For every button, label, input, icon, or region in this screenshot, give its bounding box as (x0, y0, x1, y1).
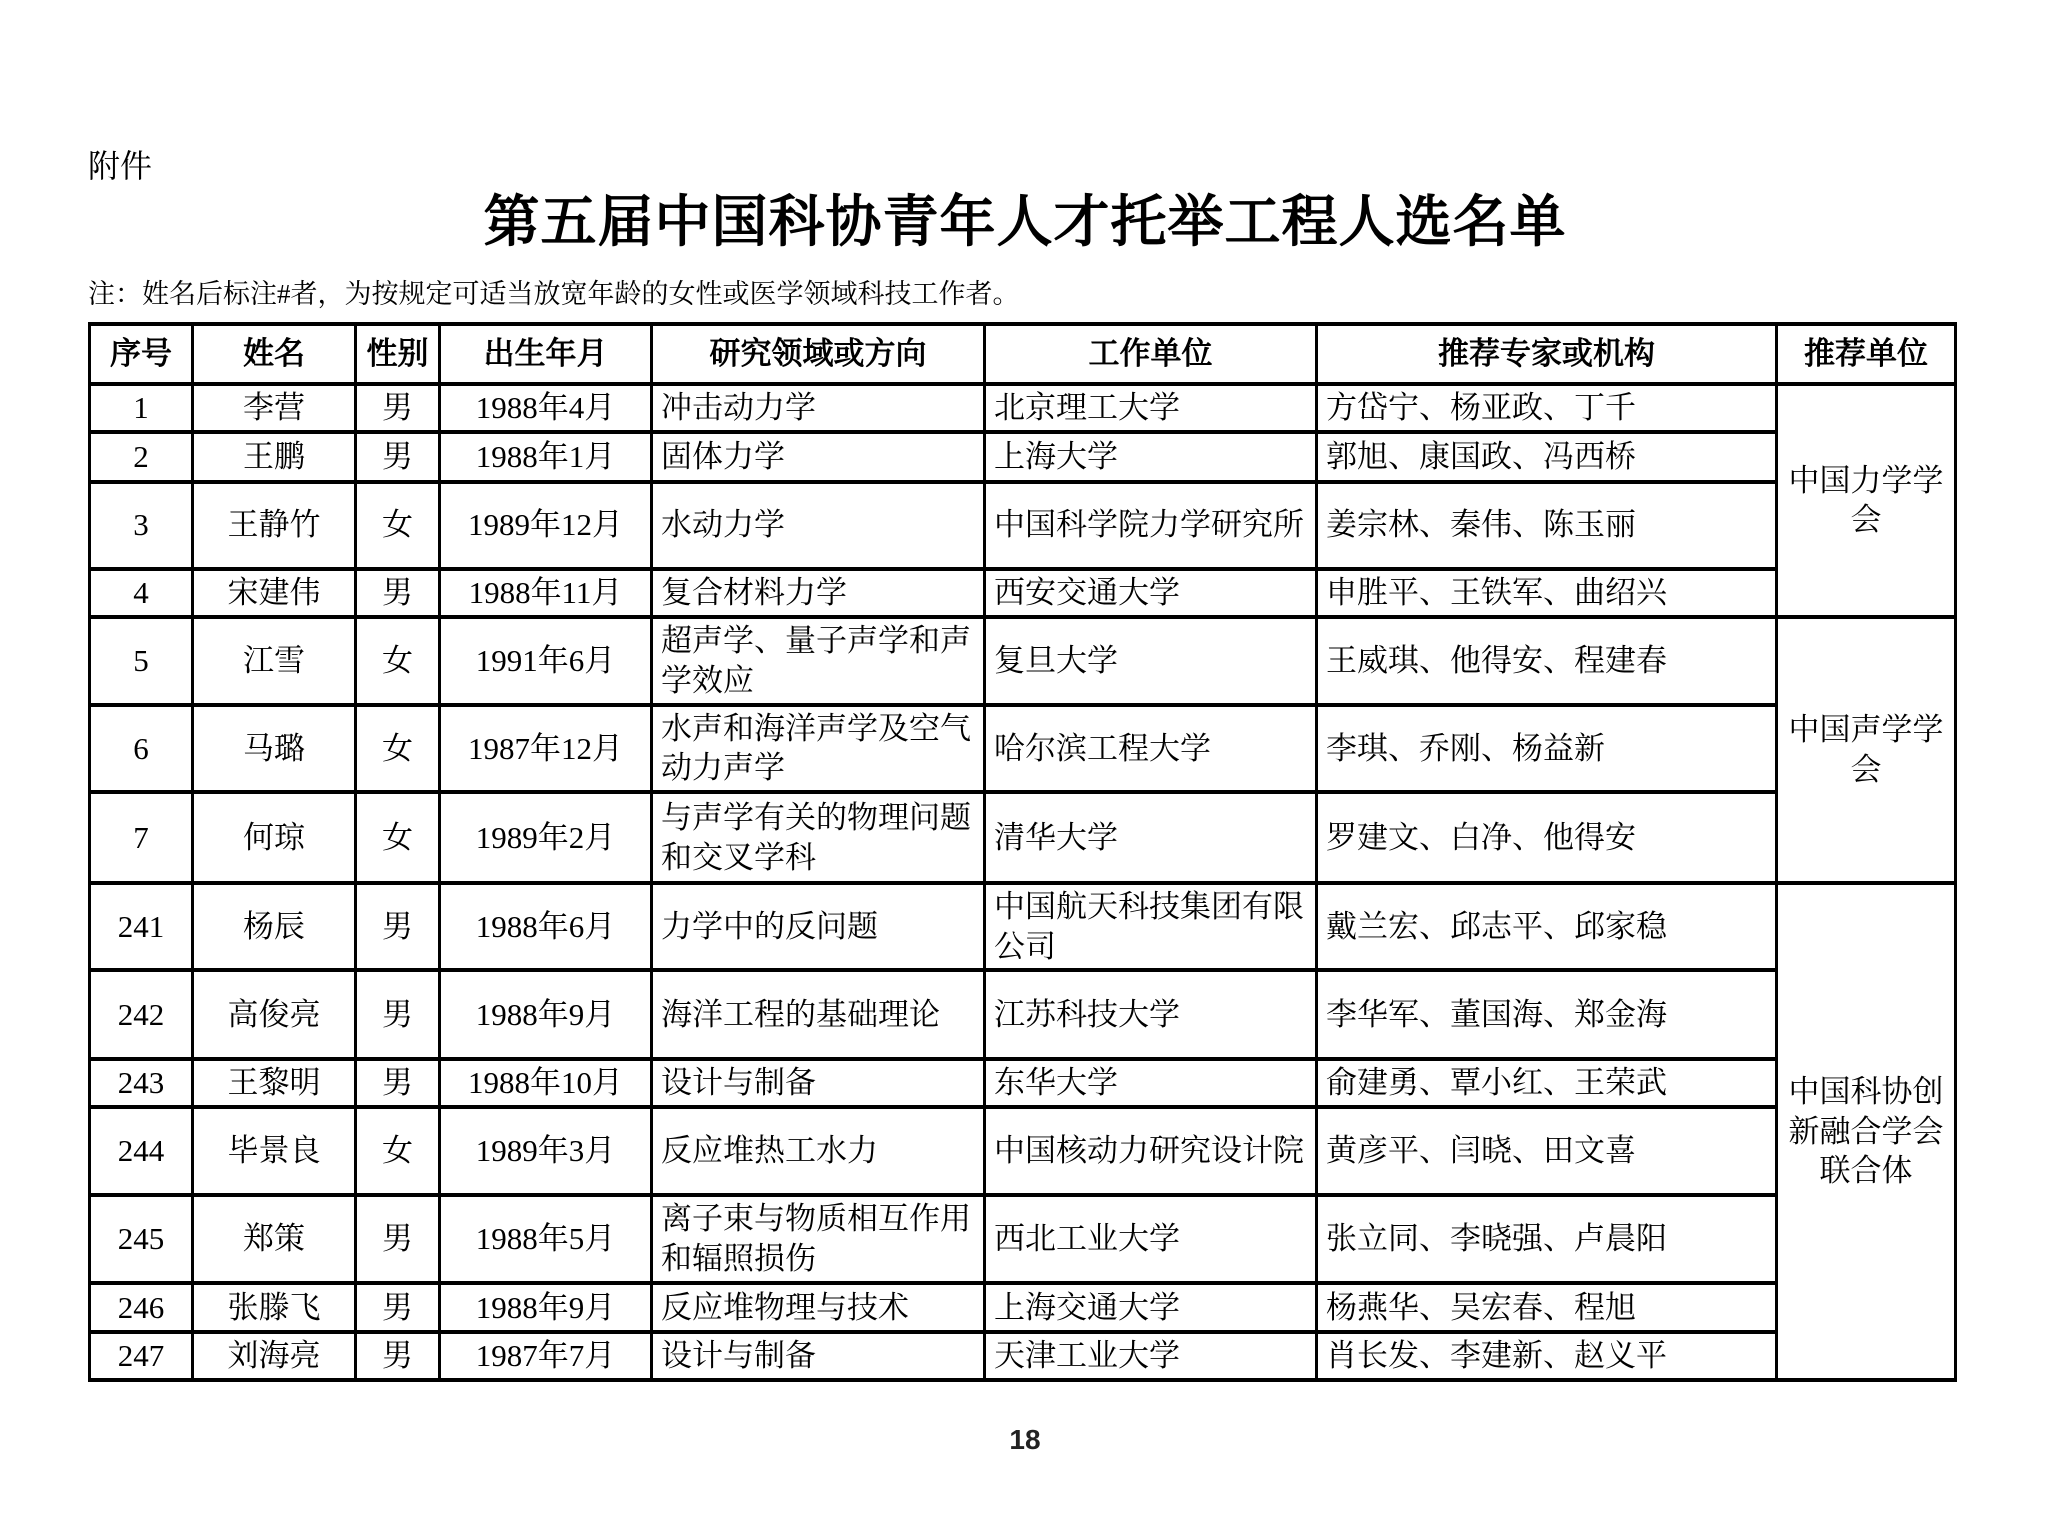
cell-no: 4 (90, 569, 193, 617)
cell-name: 杨辰 (193, 883, 356, 970)
cell-gender: 男 (356, 1059, 440, 1107)
cell-unit: 复旦大学 (985, 617, 1317, 705)
cell-name: 何琼 (193, 792, 356, 883)
cell-no: 243 (90, 1059, 193, 1107)
cell-gender: 女 (356, 792, 440, 883)
cell-field: 反应堆物理与技术 (652, 1283, 985, 1332)
cell-name: 高俊亮 (193, 970, 356, 1059)
cell-name: 刘海亮 (193, 1332, 356, 1380)
cell-gender: 女 (356, 705, 440, 792)
cell-experts: 戴兰宏、邱志平、邱家稳 (1317, 883, 1777, 970)
cell-field: 与声学有关的物理问题和交叉学科 (652, 792, 985, 883)
cell-no: 241 (90, 883, 193, 970)
cell-experts: 方岱宁、杨亚政、丁千 (1317, 384, 1777, 432)
cell-experts: 王威琪、他得安、程建春 (1317, 617, 1777, 705)
cell-no: 242 (90, 970, 193, 1059)
cell-name: 李营 (193, 384, 356, 432)
cell-birth: 1989年12月 (440, 482, 652, 569)
cell-gender: 男 (356, 569, 440, 617)
cell-birth: 1988年10月 (440, 1059, 652, 1107)
cell-unit: 东华大学 (985, 1059, 1317, 1107)
cell-no: 3 (90, 482, 193, 569)
cell-field: 设计与制备 (652, 1332, 985, 1380)
cell-gender: 男 (356, 970, 440, 1059)
cell-birth: 1988年5月 (440, 1195, 652, 1283)
attachment-label: 附件 (88, 148, 153, 184)
table-row (90, 617, 1956, 705)
cell-gender: 女 (356, 617, 440, 705)
cell-name: 宋建伟 (193, 569, 356, 617)
cell-experts: 肖长发、李建新、赵义平 (1317, 1332, 1777, 1380)
column-header-birth: 出生年月 (440, 324, 652, 384)
column-header-field: 研究领域或方向 (652, 324, 985, 384)
cell-no: 247 (90, 1332, 193, 1380)
cell-birth: 1988年6月 (440, 883, 652, 970)
cell-no: 1 (90, 384, 193, 432)
cell-name: 张滕飞 (193, 1283, 356, 1332)
cell-experts: 李华军、董国海、郑金海 (1317, 970, 1777, 1059)
cell-name: 马璐 (193, 705, 356, 792)
cell-name: 王黎明 (193, 1059, 356, 1107)
cell-name: 王静竹 (193, 482, 356, 569)
table-row (90, 705, 1956, 792)
column-header-experts: 推荐专家或机构 (1317, 324, 1777, 384)
cell-gender: 女 (356, 1107, 440, 1195)
cell-experts: 郭旭、康国政、冯西桥 (1317, 432, 1777, 482)
cell-no: 5 (90, 617, 193, 705)
cell-unit: 北京理工大学 (985, 384, 1317, 432)
cell-name: 毕景良 (193, 1107, 356, 1195)
cell-no: 246 (90, 1283, 193, 1332)
cell-field: 冲击动力学 (652, 384, 985, 432)
cell-no: 6 (90, 705, 193, 792)
note-text: 注：姓名后标注#者，为按规定可适当放宽年龄的女性或医学领域科技工作者。 (88, 279, 1020, 309)
cell-gender: 男 (356, 432, 440, 482)
cell-gender: 男 (356, 883, 440, 970)
cell-birth: 1987年7月 (440, 1332, 652, 1380)
cell-birth: 1991年6月 (440, 617, 652, 705)
cell-birth: 1989年3月 (440, 1107, 652, 1195)
cell-birth: 1988年11月 (440, 569, 652, 617)
column-header-unit: 工作单位 (985, 324, 1317, 384)
cell-unit: 江苏科技大学 (985, 970, 1317, 1059)
cell-gender: 男 (356, 384, 440, 432)
page-number: 18 (1009, 1423, 1041, 1455)
cell-gender: 男 (356, 1283, 440, 1332)
column-header-recommending-unit: 推荐单位 (1777, 324, 1956, 384)
column-header-name: 姓名 (193, 324, 356, 384)
cell-unit: 西北工业大学 (985, 1195, 1317, 1283)
cell-gender: 男 (356, 1195, 440, 1283)
cell-recommending-unit: 中国声学学会 (1777, 617, 1956, 883)
table-row (90, 482, 1956, 569)
cell-unit: 哈尔滨工程大学 (985, 705, 1317, 792)
document-title: 第五届中国科协青年人才托举工程人选名单 (483, 192, 1567, 254)
cell-no: 245 (90, 1195, 193, 1283)
cell-unit: 中国航天科技集团有限公司 (985, 883, 1317, 970)
table-row (90, 970, 1956, 1059)
cell-birth: 1988年4月 (440, 384, 652, 432)
cell-name: 江雪 (193, 617, 356, 705)
table-row (90, 1059, 1956, 1107)
cell-field: 反应堆热工水力 (652, 1107, 985, 1195)
cell-gender: 男 (356, 1332, 440, 1380)
cell-gender: 女 (356, 482, 440, 569)
cell-field: 离子束与物质相互作用和辐照损伤 (652, 1195, 985, 1283)
cell-birth: 1988年1月 (440, 432, 652, 482)
cell-experts: 黄彦平、闫晓、田文喜 (1317, 1107, 1777, 1195)
cell-no: 2 (90, 432, 193, 482)
cell-unit: 西安交通大学 (985, 569, 1317, 617)
cell-unit: 上海大学 (985, 432, 1317, 482)
cell-experts: 李琪、乔刚、杨益新 (1317, 705, 1777, 792)
cell-birth: 1988年9月 (440, 1283, 652, 1332)
table-row (90, 792, 1956, 883)
cell-field: 力学中的反问题 (652, 883, 985, 970)
cell-field: 海洋工程的基础理论 (652, 970, 985, 1059)
cell-experts: 俞建勇、覃小红、王荣武 (1317, 1059, 1777, 1107)
cell-birth: 1988年9月 (440, 970, 652, 1059)
cell-unit: 中国核动力研究设计院 (985, 1107, 1317, 1195)
cell-experts: 张立同、李晓强、卢晨阳 (1317, 1195, 1777, 1283)
cell-field: 设计与制备 (652, 1059, 985, 1107)
cell-field: 复合材料力学 (652, 569, 985, 617)
cell-recommending-unit: 中国科协创新融合学会联合体 (1777, 883, 1956, 1380)
cell-birth: 1989年2月 (440, 792, 652, 883)
cell-experts: 杨燕华、吴宏春、程旭 (1317, 1283, 1777, 1332)
table-row (90, 883, 1956, 970)
cell-field: 水动力学 (652, 482, 985, 569)
cell-field: 水声和海洋声学及空气动力声学 (652, 705, 985, 792)
table-row (90, 1195, 1956, 1283)
cell-experts: 姜宗林、秦伟、陈玉丽 (1317, 482, 1777, 569)
cell-unit: 天津工业大学 (985, 1332, 1317, 1380)
table-row (90, 1332, 1956, 1380)
cell-name: 郑策 (193, 1195, 356, 1283)
table-row (90, 384, 1956, 432)
cell-recommending-unit: 中国力学学会 (1777, 384, 1956, 617)
table-header-row (90, 324, 1956, 384)
cell-field: 固体力学 (652, 432, 985, 482)
candidates-table (88, 322, 1957, 1382)
table-row (90, 1107, 1956, 1195)
column-header-gender: 性别 (356, 324, 440, 384)
table-row (90, 569, 1956, 617)
cell-unit: 上海交通大学 (985, 1283, 1317, 1332)
cell-no: 244 (90, 1107, 193, 1195)
cell-experts: 罗建文、白净、他得安 (1317, 792, 1777, 883)
cell-experts: 申胜平、王铁军、曲绍兴 (1317, 569, 1777, 617)
cell-no: 7 (90, 792, 193, 883)
cell-unit: 清华大学 (985, 792, 1317, 883)
cell-birth: 1987年12月 (440, 705, 652, 792)
cell-unit: 中国科学院力学研究所 (985, 482, 1317, 569)
cell-field: 超声学、量子声学和声学效应 (652, 617, 985, 705)
table-row (90, 432, 1956, 482)
column-header-no: 序号 (90, 324, 193, 384)
table-row (90, 1283, 1956, 1332)
cell-name: 王鹏 (193, 432, 356, 482)
